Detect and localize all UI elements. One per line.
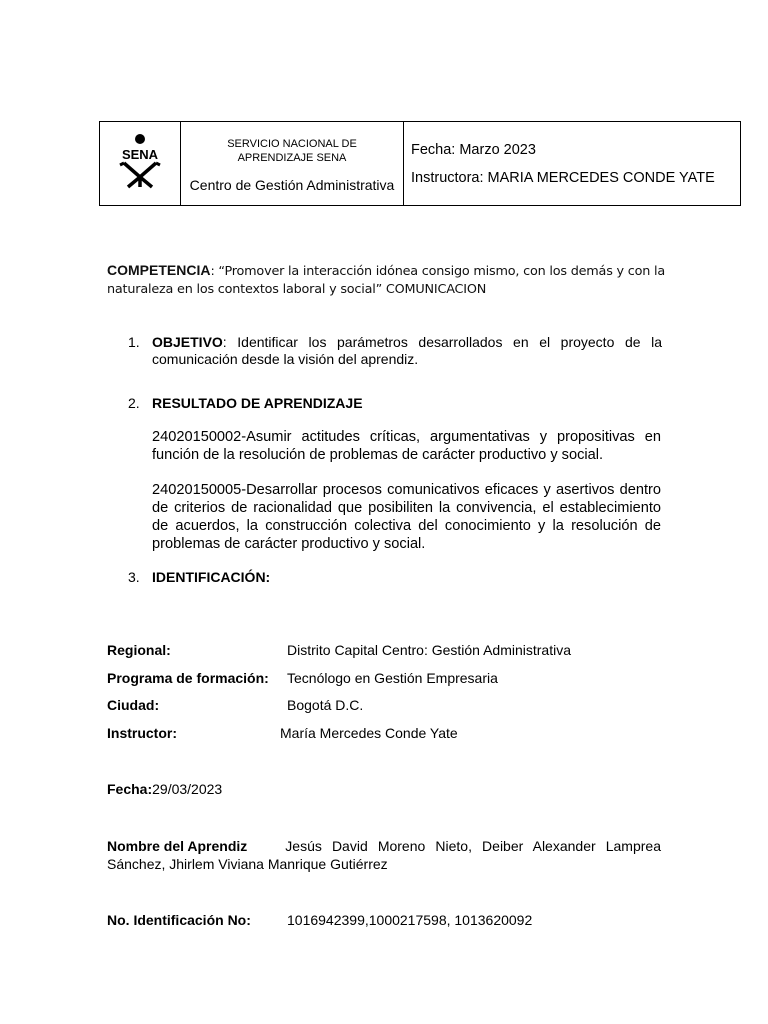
ciudad-label: Ciudad: [107,697,160,713]
instructor-label: Instructor: [107,725,177,741]
fecha-value: 29/03/2023 [152,781,223,797]
objetivo-number: 1. [128,334,140,350]
header-table [99,121,741,206]
org-name [181,137,403,165]
logo-text: SENA [121,147,159,162]
org-line1: SERVICIO NACIONAL DE [227,137,357,150]
resultado-label: RESULTADO DE APRENDIZAJE [152,395,363,411]
programa-value: Tecnólogo en Gestión Empresaria [287,670,498,686]
competencia-label: COMPETENCIA [107,262,211,278]
ciudad-row [107,696,364,714]
aprendiz-names-line2: Sánchez, Jhirlem Viviana Manrique Gutiérrez [107,856,388,872]
aprendiz-block [107,837,661,873]
id-label: No. Identificación No: [107,912,251,928]
resultado-paragraph-2: 24020150005-Desarrollar procesos comunicativos eficaces y asertivos dentro de criterios de racionalidad que posibiliten la convivencia, el establecimiento de acuerdos, la construcción colectiva del conocimiento y la resolución de problemas de carácter productivo y social. [152,482,661,552]
competencia-paragraph [107,261,687,299]
identificacion-label: IDENTIFICACIÓN: [152,569,271,585]
identificacion-row [107,911,533,929]
resultado-paragraph-1: 24020150002-Asumir actitudes críticas, argumentativas y propositivas en función de la resolución de problemas de carácter productivo y social. [152,429,661,463]
regional-row [107,641,571,659]
center-name: Centro de Gestión Administrativa [189,176,395,193]
competencia-text: : “Promover la interacción idónea consigo mismo, con los demás y con la naturaleza en los contextos laboral y social” COMUNICACION [107,264,666,297]
objetivo-label: OBJETIVO [152,334,223,350]
aprendiz-label: Nombre del Aprendiz [107,838,248,854]
programa-label: Programa de formación: [107,670,269,686]
aprendiz-names-line1: Jesús David Moreno Nieto, Deiber Alexander Lamprea [285,838,661,854]
id-value: 1016942399,1000217598, 1013620092 [287,912,533,928]
regional-value: Distrito Capital Centro: Gestión Administrativa [287,642,571,658]
objetivo-item [128,334,662,368]
regional-label: Regional: [107,642,171,658]
resultado-number: 2. [128,395,140,411]
resultado-item [128,395,662,412]
logo-cell [100,122,181,206]
header-date: Fecha: Marzo 2023 [411,141,536,158]
fecha-label: Fecha: [107,781,153,797]
meta-cell [404,122,741,206]
instructor-row [107,724,458,742]
org-line2: APRENDIZAJE SENA [237,151,347,164]
fecha-row [107,780,222,798]
identificacion-number: 3. [128,569,140,585]
sena-logo-icon [110,131,170,191]
header-instructor: Instructora: MARIA MERCEDES CONDE YATE [411,169,715,186]
objetivo-text: : Identificar los parámetros desarrollados en el proyecto de la comunicación desde la visión del aprendiz. [152,334,662,367]
ciudad-value: Bogotá D.C. [287,697,364,713]
instructor-value: María Mercedes Conde Yate [280,725,458,741]
org-cell [181,122,404,206]
programa-row [107,669,498,687]
identificacion-item [128,569,662,586]
